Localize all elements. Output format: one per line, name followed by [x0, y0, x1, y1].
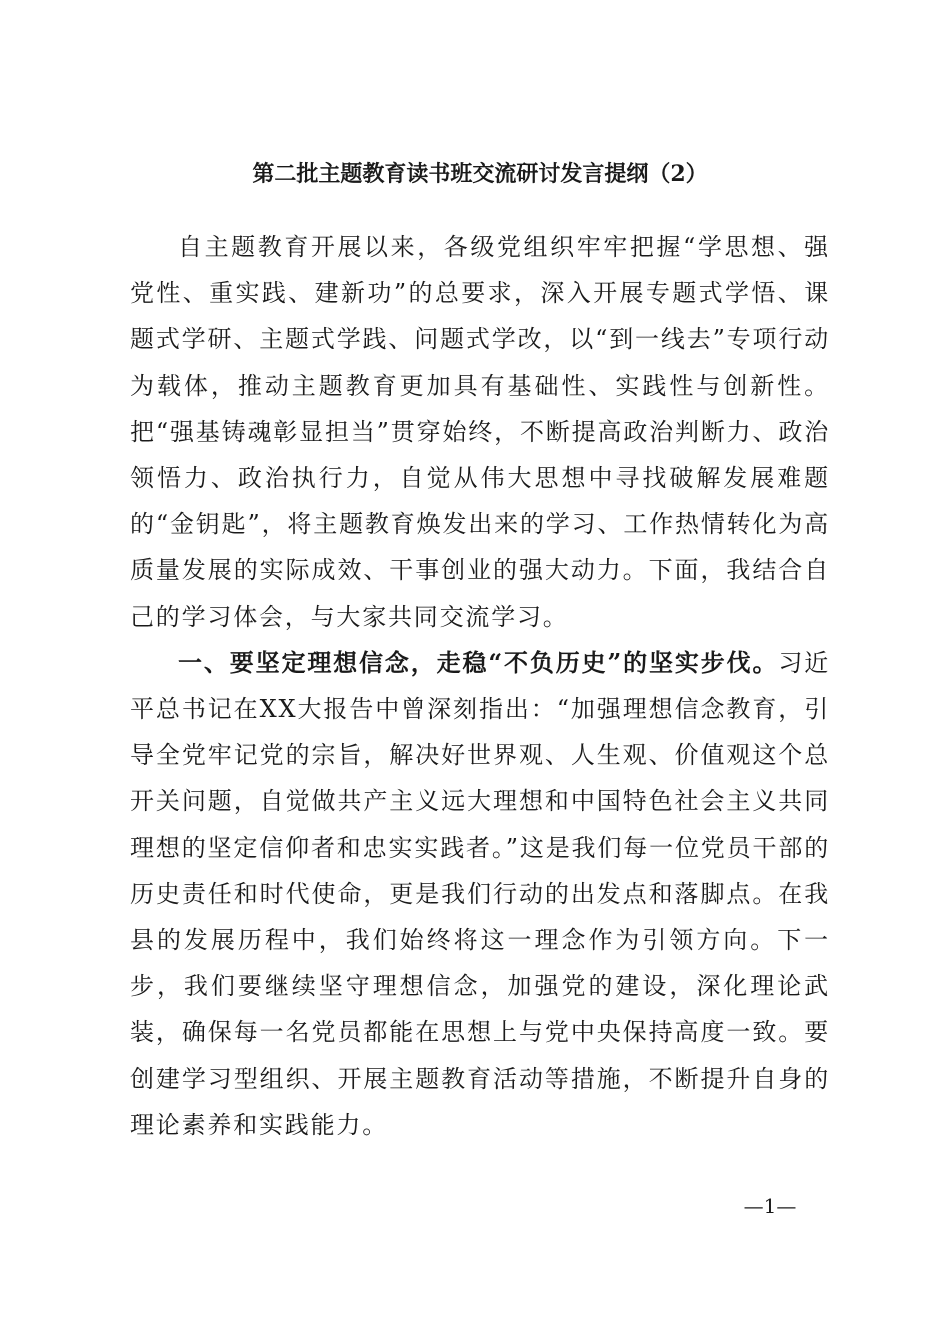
intro-paragraph-text: 自主题教育开展以来，各级党组织牢牢把握“学思想、强党性、重实践、建新功”的总要求，深入开展专题式学悟、课题式学研、主题式学践、问题式学改，以“到一线去”专项行动为载体，推动主题教育更加具有基础性、实践性与创新性。把“强基铸魂彰显担当”贯穿始终，不断提高政治判断力、政治领悟力、政治执行力，自觉从伟大思想中寻找破解发展难题的“金钥匙”，将主题教育焕发出来的学习、工作热情转化为高质量发展的实际成效、干事创业的强大动力。下面，我结合自己的学习体会，与大家共同交流学习。 — [130, 233, 830, 631]
section-one-paragraph — [130, 640, 830, 1148]
page-number: —1— — [743, 1194, 797, 1218]
section-one-heading: 一、要坚定理想信念，走稳“不负历史”的坚实步伐。 — [178, 647, 779, 677]
document-title: 第二批主题教育读书班交流研讨发言提纲（2） — [252, 161, 708, 187]
section-one-text: 习近平总书记在XX大报告中曾深刻指出：“加强理想信念教育，引导全党牢记党的宗旨，解决好世界观、人生观、价值观这个总开关问题，自觉做共产主义远大理想和中国特色社会主义共同理想的坚定信仰者和忠实实践者。”这是我们每一位党员干部的历史责任和时代使命，更是我们行动的出发点和落脚点。在我县的发展历程中，我们始终将这一理念作为引领方向。下一步，我们要继续坚守理想信念，加强党的建设，深化理论武装，确保每一名党员都能在思想上与党中央保持高度一致。要创建学习型组织、开展主题教育活动等措施，不断提升自身的理论素养和实践能力。 — [130, 648, 830, 1139]
document-body — [130, 224, 830, 1148]
intro-paragraph — [130, 224, 830, 640]
